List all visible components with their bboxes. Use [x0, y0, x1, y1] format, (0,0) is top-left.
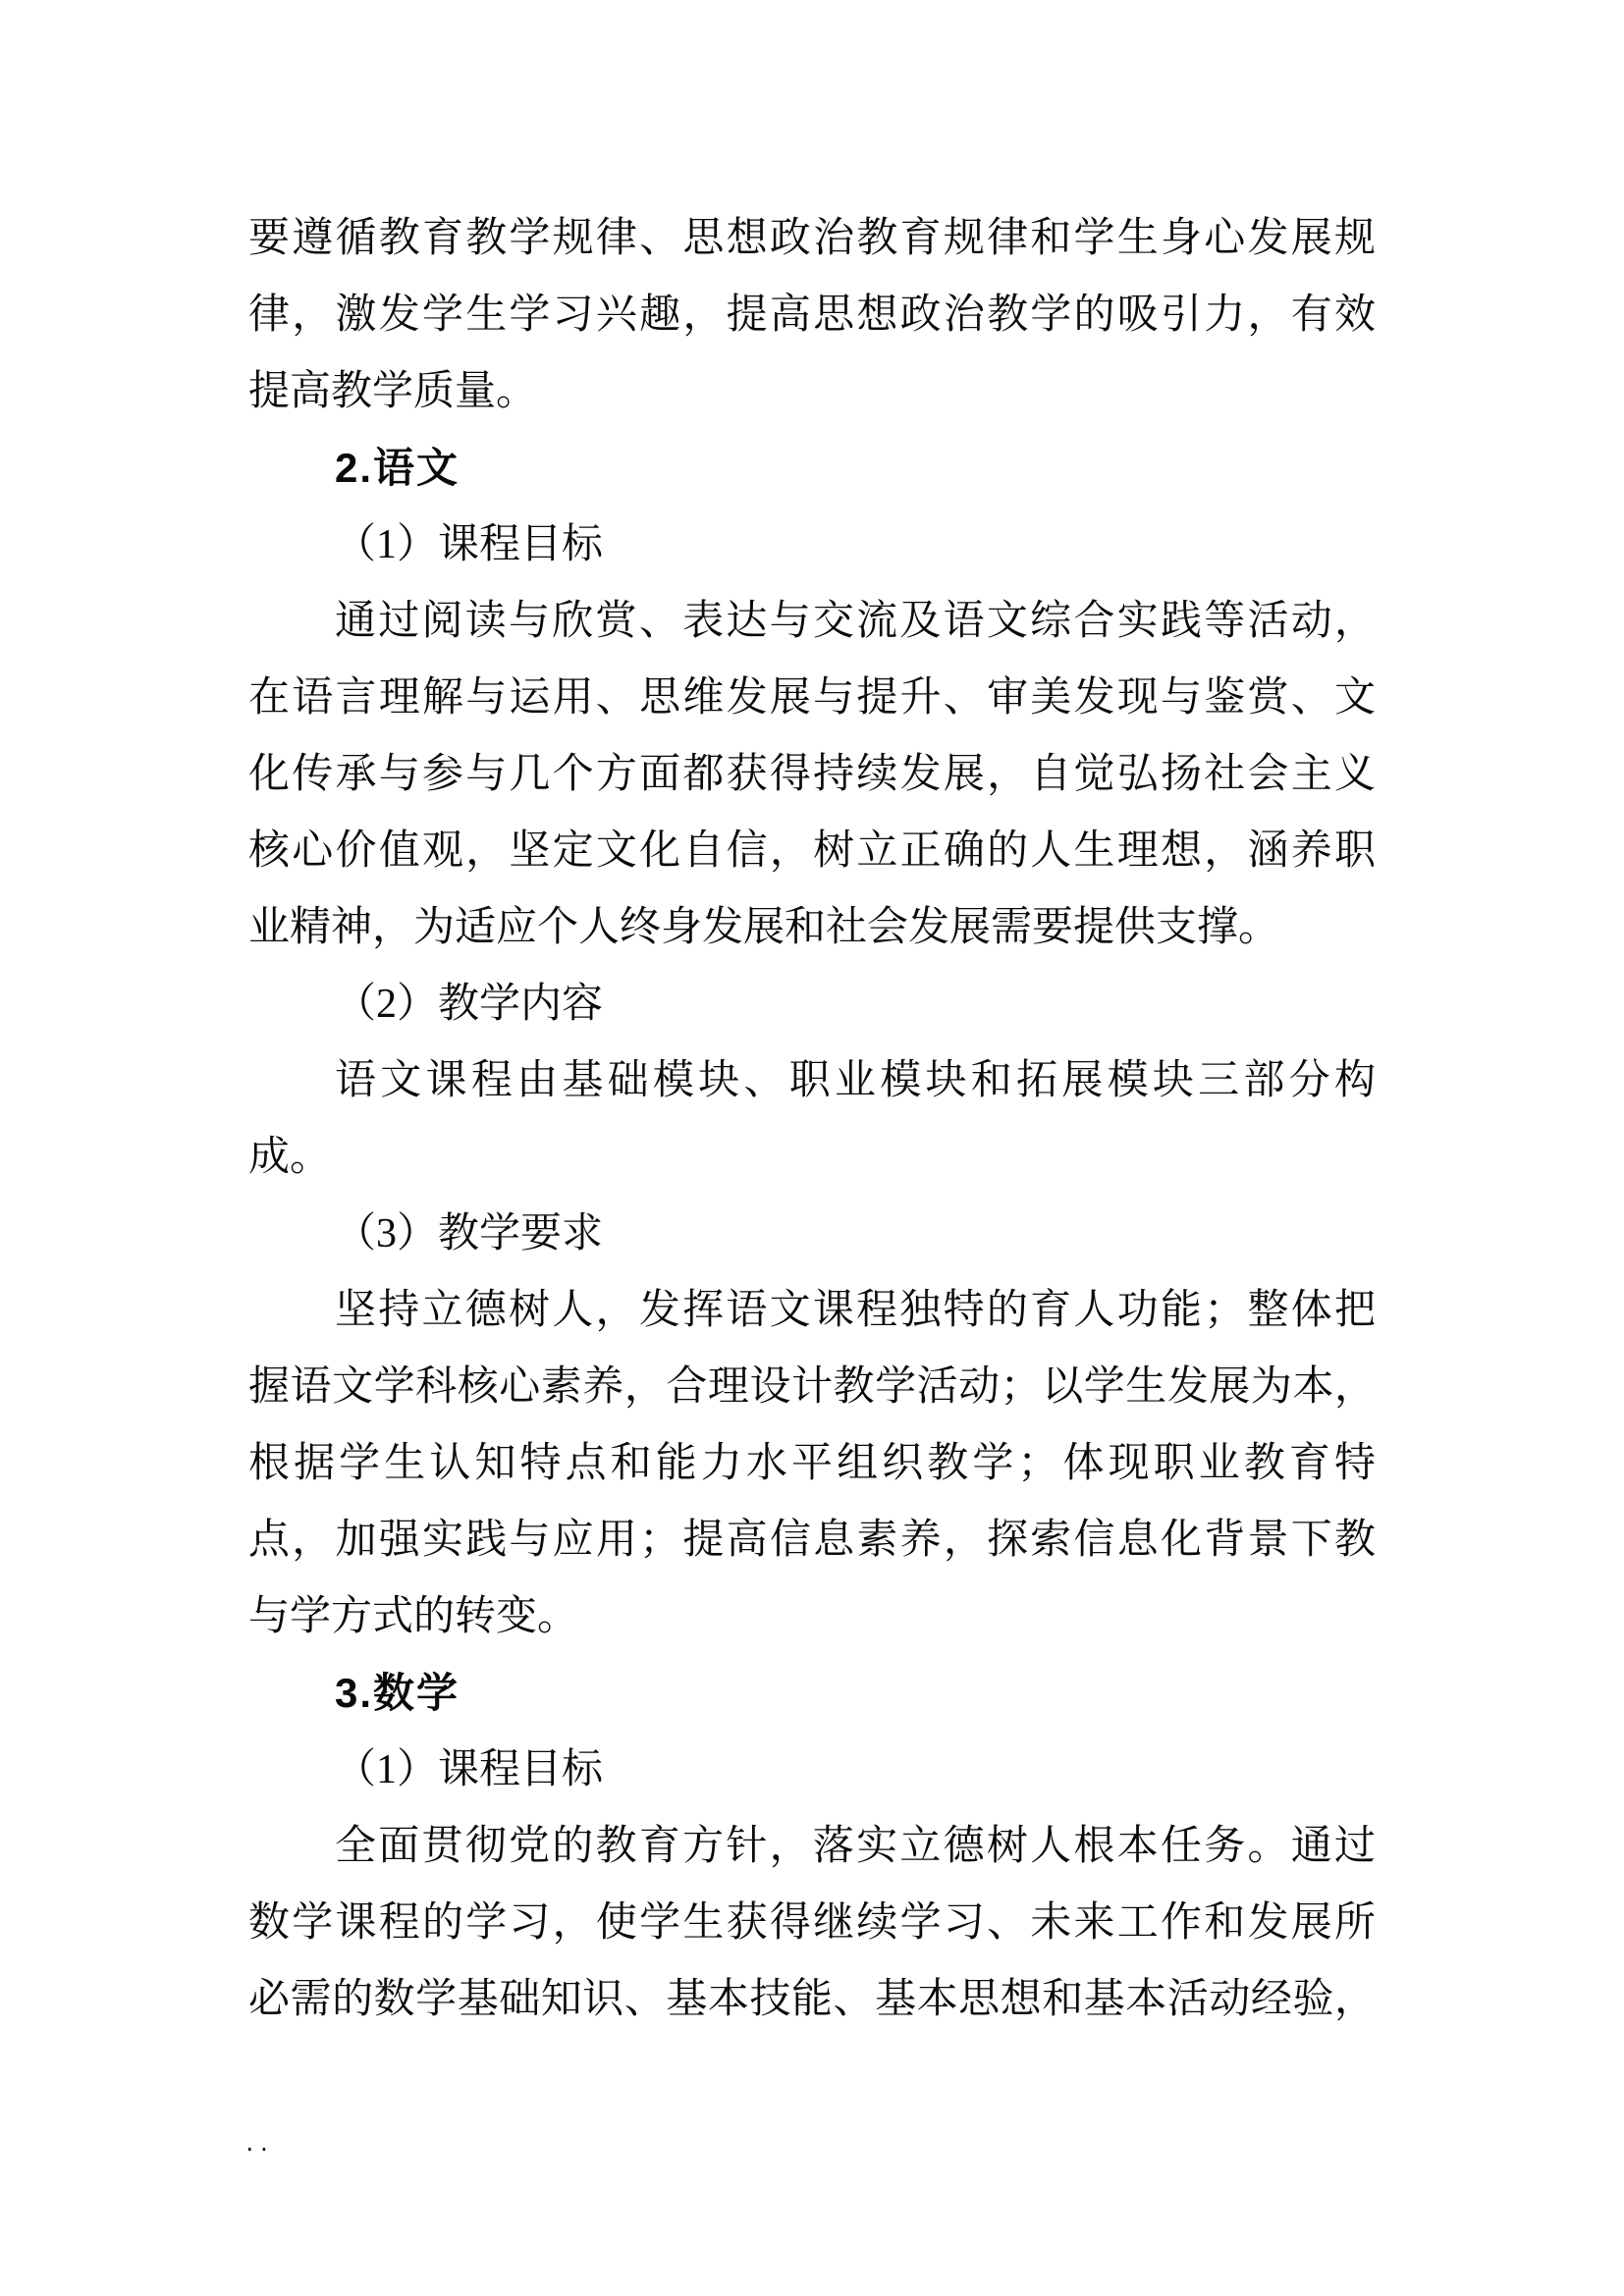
subheading-course-objectives: （1）课程目标 [335, 522, 604, 567]
body-text-line: 必需的数学基础知识、基本技能、基本思想和基本活动经验， [248, 1977, 1376, 2022]
body-text-line: 核心价值观，坚定文化自信，树立正确的人生理想，涵养职 [248, 828, 1376, 874]
body-text-line: 要遵循教育教学规律、思想政治教育规律和学生身心发展规 [248, 216, 1376, 261]
body-text-line: 全面贯彻党的教育方针，落实立德树人根本任务。通过 [335, 1824, 1376, 1869]
body-text-line: 数学课程的学习，使学生获得继续学习、未来工作和发展所 [248, 1900, 1376, 1946]
body-text-line: 成。 [248, 1135, 332, 1180]
subheading-teaching-content: （2）教学内容 [335, 982, 604, 1027]
body-text-line: 通过阅读与欣赏、表达与交流及语文综合实践等活动， [335, 599, 1376, 644]
subheading-teaching-requirements: （3）教学要求 [335, 1211, 604, 1256]
section-heading-3-math: 3.数学 [335, 1670, 460, 1716]
body-text-line: 律，激发学生学习兴趣，提高思想政治教学的吸引力，有效 [248, 293, 1376, 338]
body-text-line: 提高教学质量。 [248, 369, 538, 414]
body-text-line: 握语文学科核心素养，合理设计教学活动；以学生发展为本， [248, 1364, 1376, 1410]
body-text-line: 化传承与参与几个方面都获得持续发展，自觉弘扬社会主义 [248, 752, 1376, 797]
body-text-line: 语文课程由基础模块、职业模块和拓展模块三部分构 [335, 1058, 1376, 1103]
subheading-course-objectives: （1）课程目标 [335, 1747, 604, 1792]
body-text-line: 在语言理解与运用、思维发展与提升、审美发现与鉴赏、文 [248, 675, 1376, 721]
body-text-line: 与学方式的转变。 [248, 1594, 579, 1639]
document-text-block [248, 200, 1376, 2038]
body-text-line: 根据学生认知特点和能力水平组织教学；体现职业教育特 [248, 1441, 1376, 1486]
body-text-line: 业精神，为适应个人终身发展和社会发展需要提供支撑。 [248, 905, 1280, 950]
footer-mark: .. [244, 2135, 273, 2158]
body-text-line: 点，加强实践与应用；提高信息素养，探索信息化背景下教 [248, 1518, 1376, 1563]
section-heading-2-chinese: 2.语文 [335, 445, 460, 491]
body-text-line: 坚持立德树人，发挥语文课程独特的育人功能；整体把 [335, 1288, 1376, 1333]
